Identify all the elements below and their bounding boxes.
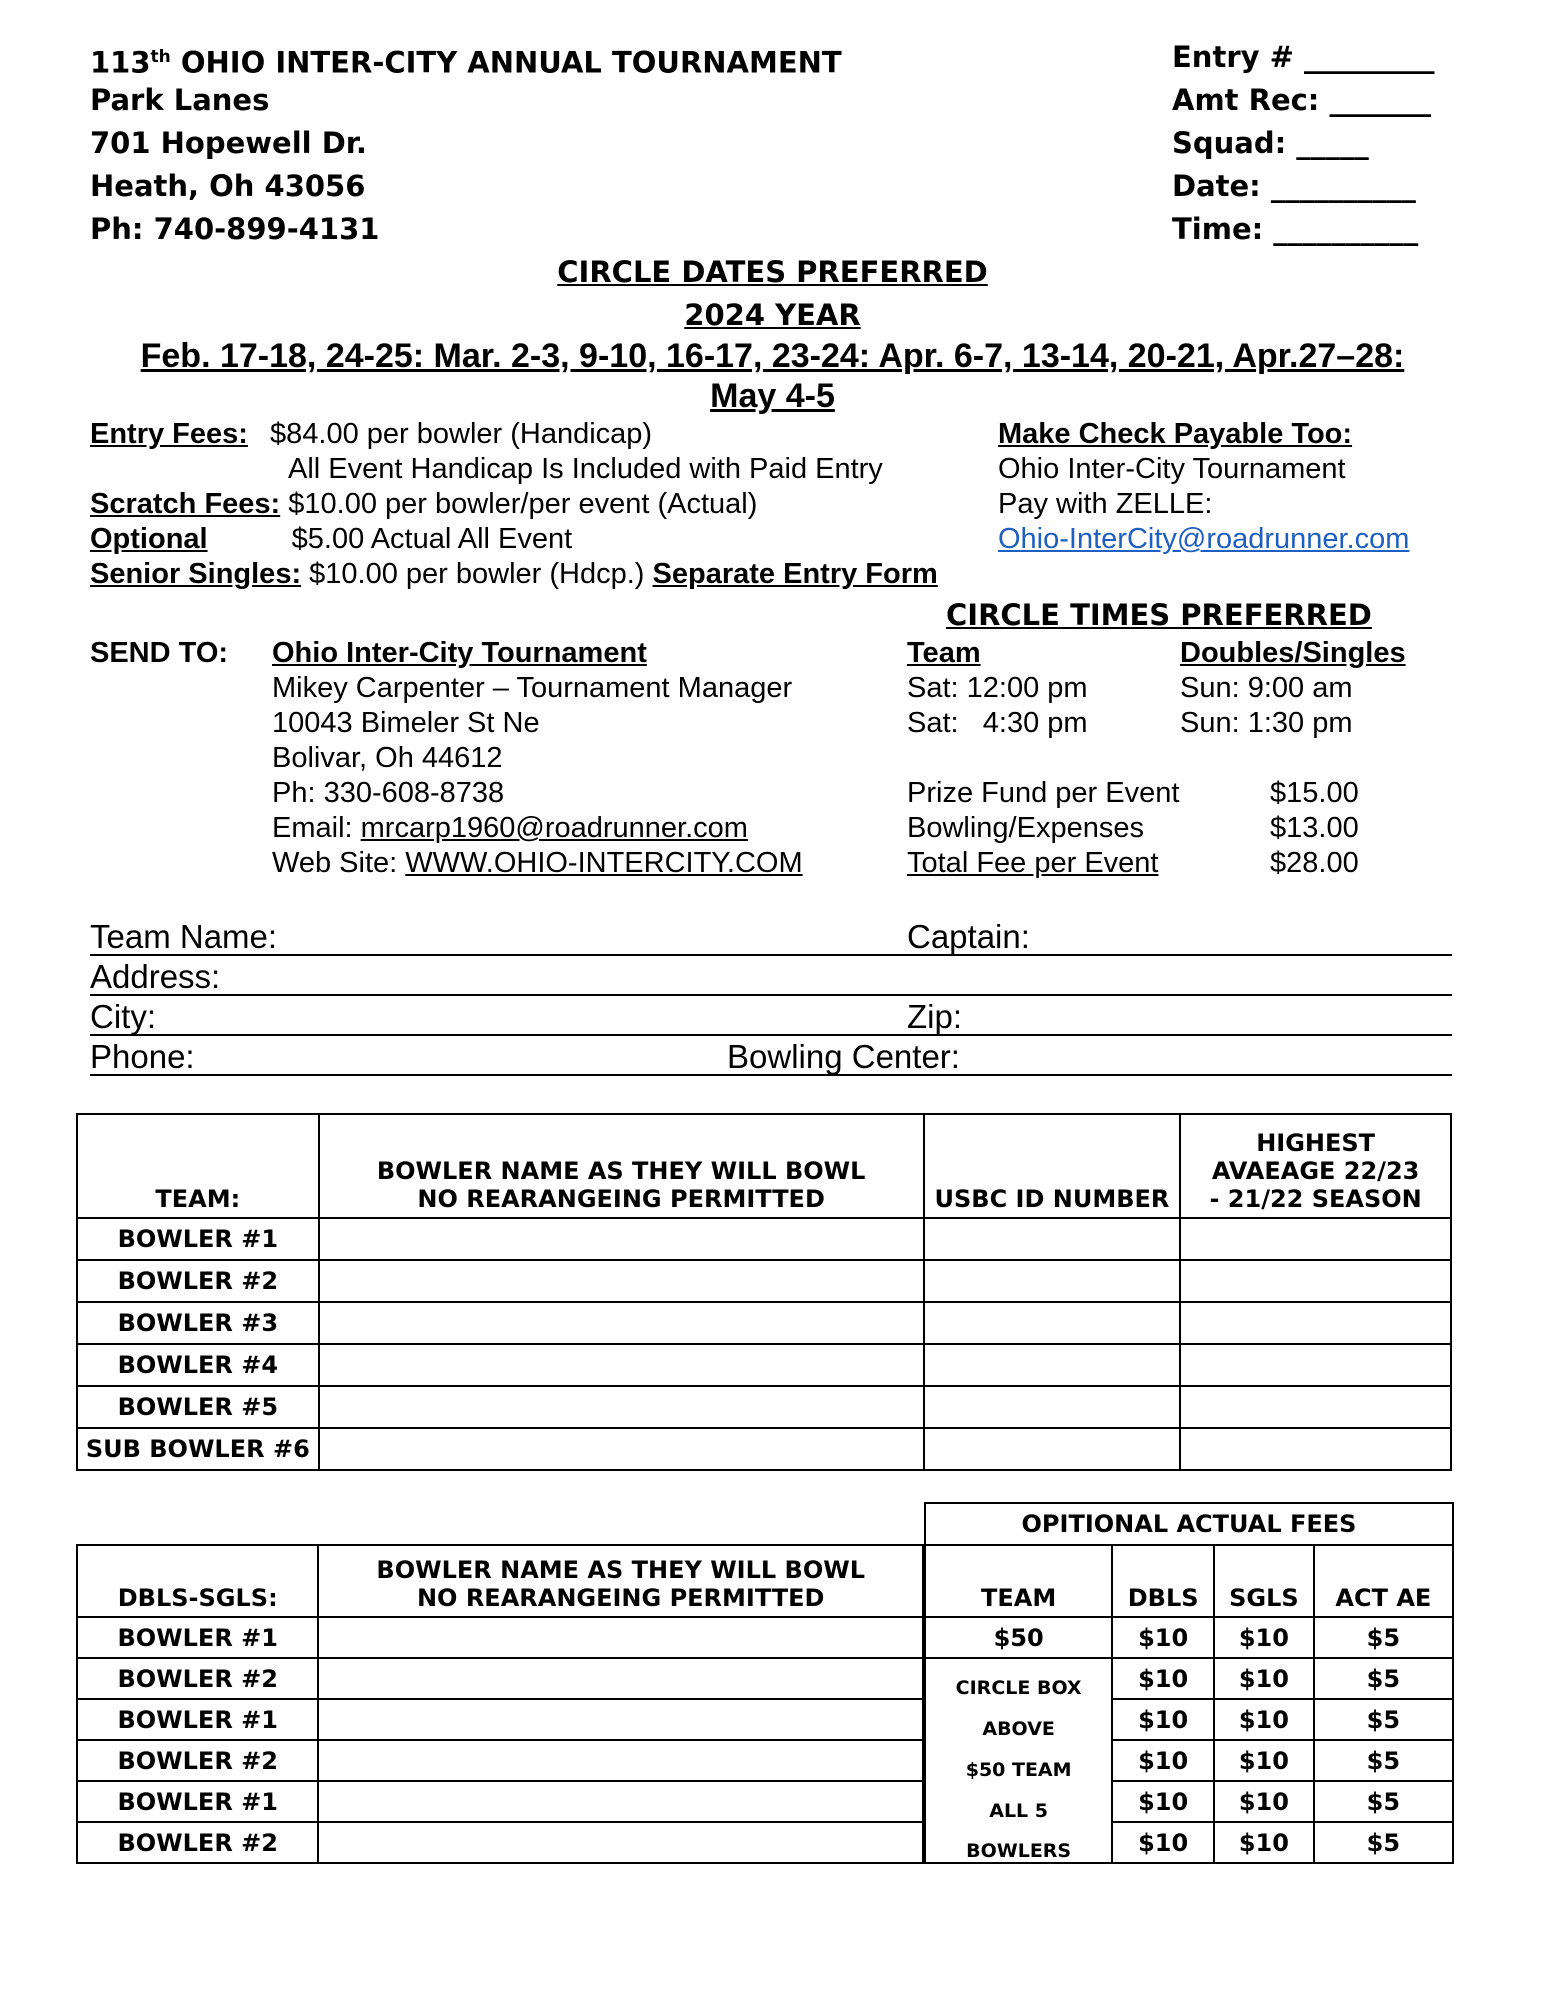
send-email-label: Email: [272, 812, 361, 844]
dates-heading: CIRCLE DATES PREFERRED [557, 255, 988, 289]
actae-fee-cell[interactable]: $5 [1314, 1781, 1453, 1822]
year-heading: 2024 YEAR [684, 298, 861, 332]
table-row [925, 1822, 1453, 1863]
venue-city: Heath, Oh 43056 [90, 169, 366, 203]
entry-fees-note: All Event Handicap Is Included with Paid Entry [288, 453, 883, 485]
scratch-fees [90, 488, 757, 521]
entry-number-field[interactable]: Entry # _________ [1172, 40, 1435, 74]
bowling-center-label: Bowling Center: [727, 1038, 960, 1075]
bowler-name-header: BOWLER NAME AS THEY WILL BOWL NO REARANGEING PERMITTED [319, 1114, 924, 1218]
team-fee-note: ABOVE [925, 1699, 1112, 1740]
row-label: BOWLER #1 [77, 1699, 318, 1740]
table-row [77, 1699, 923, 1740]
zelle-email-link[interactable]: Ohio-InterCity@roadrunner.com [998, 523, 1410, 555]
captain-label: Captain: [907, 918, 1030, 955]
team-times-label: Team [907, 637, 981, 669]
average-cell[interactable] [1180, 1344, 1451, 1386]
team-fee-note: ALL 5 [925, 1781, 1112, 1822]
row-label: SUB BOWLER #6 [77, 1428, 319, 1470]
senior-text: $10.00 per bowler (Hdcp.) [309, 558, 645, 590]
send-website [272, 847, 803, 880]
payee-name: Ohio Inter-City Tournament [998, 453, 1346, 485]
doubles-singles-table [76, 1544, 924, 1864]
ds-time-2[interactable]: Sun: 1:30 pm [1180, 707, 1353, 739]
squad-field[interactable]: Squad: _____ [1172, 126, 1369, 160]
average-cell[interactable] [1180, 1260, 1451, 1302]
row-label: BOWLER #2 [77, 1740, 318, 1781]
row-label: BOWLER #1 [77, 1781, 318, 1822]
send-manager: Mikey Carpenter – Tournament Manager [272, 672, 793, 704]
table-row [77, 1617, 923, 1658]
ds-time-1[interactable]: Sun: 9:00 am [1180, 672, 1353, 704]
dbl-table-header [77, 1545, 923, 1617]
average-cell[interactable] [1180, 1218, 1451, 1260]
bowler-name-cell[interactable] [318, 1699, 923, 1740]
row-label: BOWLER #3 [77, 1302, 319, 1344]
average-cell[interactable] [1180, 1428, 1451, 1470]
table-row [77, 1302, 1451, 1344]
scratch-fees-text: $10.00 per bowler/per event (Actual) [288, 488, 758, 520]
send-org: Ohio Inter-City Tournament [272, 637, 647, 669]
send-city: Bolivar, Oh 44612 [272, 742, 503, 774]
sgls-fee-cell[interactable]: $10 [1214, 1781, 1314, 1822]
bowler-name-cell[interactable] [319, 1218, 924, 1260]
bowler-name-cell[interactable] [319, 1302, 924, 1344]
usbc-id-cell[interactable] [924, 1386, 1181, 1428]
total-fee-label: Total Fee per Event [907, 847, 1159, 879]
dates-line-2: May 4-5 [710, 377, 835, 415]
table-row [925, 1781, 1453, 1822]
send-website-label: Web Site: [272, 847, 406, 879]
address-label: Address: [90, 958, 221, 995]
dates-line-1: Feb. 17-18, 24-25: Mar. 2-3, 9-10, 16-17, 23-24: Apr. 6-7, 13-14, 20-21, Apr.27–28: [140, 337, 1405, 375]
bowling-expenses-label: Bowling/Expenses [907, 812, 1144, 844]
actae-fee-cell[interactable]: $5 [1314, 1617, 1453, 1658]
bowler-name-cell[interactable] [319, 1344, 924, 1386]
date-field[interactable]: Date: __________ [1172, 169, 1416, 203]
table-row [925, 1740, 1453, 1781]
bowler-name-cell[interactable] [318, 1617, 923, 1658]
zip-label: Zip: [907, 998, 963, 1035]
city-label: City: [90, 998, 156, 1035]
time-field[interactable]: Time: __________ [1172, 212, 1419, 246]
city-zip-line[interactable] [90, 1034, 1452, 1036]
senior-singles [90, 558, 938, 591]
bowler-name-cell[interactable] [319, 1386, 924, 1428]
bowler-name-cell[interactable] [319, 1260, 924, 1302]
table-row [77, 1658, 923, 1699]
tournament-title: 113th OHIO INTER-CITY ANNUAL TOURNAMENT [90, 45, 842, 80]
venue-phone: Ph: 740-899-4131 [90, 212, 380, 246]
team-col-header: TEAM: [77, 1114, 319, 1218]
team-fee-note: CIRCLE BOX [925, 1658, 1112, 1699]
bowler-name-cell[interactable] [319, 1428, 924, 1470]
payable-heading: Make Check Payable Too: [998, 418, 1353, 450]
dbl-bowler-name-header: BOWLER NAME AS THEY WILL BOWL NO REARANGEING PERMITTED [318, 1545, 923, 1617]
fees-actae-header: ACT AE [1314, 1545, 1453, 1617]
sgls-fee-cell[interactable]: $10 [1214, 1699, 1314, 1740]
team-bowlers-table [76, 1113, 1452, 1471]
table-row [77, 1822, 923, 1863]
optional-text: $5.00 Actual All Event [291, 523, 573, 555]
table-row [925, 1617, 1453, 1658]
senior-label: Senior Singles: [90, 558, 302, 590]
prize-fund-label: Prize Fund per Event [907, 777, 1180, 809]
fees-sgls-header: SGLS [1214, 1545, 1314, 1617]
separate-entry-form: Separate Entry Form [652, 558, 938, 590]
average-cell[interactable] [1180, 1386, 1451, 1428]
optional-label: Optional [90, 523, 208, 555]
bowler-name-cell[interactable] [318, 1740, 923, 1781]
table-row [77, 1260, 1451, 1302]
actae-fee-cell[interactable]: $5 [1314, 1699, 1453, 1740]
usbc-id-cell[interactable] [924, 1344, 1181, 1386]
highest-average-header: HIGHEST AVAEAGE 22/23 - 21/22 SEASON [1180, 1114, 1451, 1218]
dbls-fee-cell[interactable]: $10 [1112, 1822, 1214, 1863]
row-label: BOWLER #1 [77, 1617, 318, 1658]
total-fee-row [907, 847, 1362, 880]
row-label: BOWLER #1 [77, 1218, 319, 1260]
row-label: BOWLER #2 [77, 1822, 318, 1863]
table-row [925, 1658, 1453, 1699]
dbls-fee-cell[interactable]: $10 [1112, 1740, 1214, 1781]
bowling-expenses-value: $13.00 [1270, 812, 1359, 844]
send-phone: Ph: 330-608-8738 [272, 777, 505, 809]
amount-received-field[interactable]: Amt Rec: _______ [1172, 83, 1432, 117]
usbc-id-cell[interactable] [924, 1302, 1181, 1344]
fees-table-header [925, 1545, 1453, 1617]
row-label: BOWLER #4 [77, 1344, 319, 1386]
table-row [77, 1218, 1451, 1260]
average-cell[interactable] [1180, 1302, 1451, 1344]
row-label: BOWLER #5 [77, 1386, 319, 1428]
sgls-fee-cell[interactable]: $10 [1214, 1617, 1314, 1658]
dbls-fee-cell[interactable]: $10 [1112, 1781, 1214, 1822]
prize-fund-value: $15.00 [1270, 777, 1359, 809]
bowler-name-cell[interactable] [318, 1781, 923, 1822]
entry-fees-text: $84.00 per bowler (Handicap) [270, 418, 653, 450]
row-label: BOWLER #2 [77, 1260, 319, 1302]
phone-center-line[interactable] [90, 1074, 1452, 1076]
usbc-id-header: USBC ID NUMBER [924, 1114, 1181, 1218]
send-to-label: SEND TO: [90, 637, 229, 669]
row-label: BOWLER #2 [77, 1658, 318, 1699]
team-time-1[interactable]: Sat: 12:00 pm [907, 672, 1088, 704]
table-row [77, 1781, 923, 1822]
table-row [925, 1699, 1453, 1740]
scratch-fees-label: Scratch Fees: [90, 488, 281, 520]
bowler-name-cell[interactable] [318, 1658, 923, 1699]
sgls-fee-cell[interactable]: $10 [1214, 1740, 1314, 1781]
sgls-fee-cell[interactable]: $10 [1214, 1658, 1314, 1699]
bowler-name-cell[interactable] [318, 1822, 923, 1863]
send-website-link[interactable]: WWW.OHIO-INTERCITY.COM [405, 847, 803, 879]
phone-label: Phone: [90, 1038, 195, 1075]
team-fee-cell[interactable]: $50 [925, 1617, 1112, 1658]
dbls-fee-cell[interactable]: $10 [1112, 1658, 1214, 1699]
optional-fees-table [924, 1544, 1454, 1864]
send-email [272, 812, 748, 845]
optional-fees [90, 523, 572, 556]
team-captain-line[interactable] [90, 954, 1452, 956]
table-row [77, 1344, 1451, 1386]
usbc-id-cell[interactable] [924, 1218, 1181, 1260]
fees-team-header: TEAM [925, 1545, 1112, 1617]
actae-fee-cell[interactable]: $5 [1314, 1740, 1453, 1781]
venue-street: 701 Hopewell Dr. [90, 126, 367, 160]
actae-fee-cell[interactable]: $5 [1314, 1658, 1453, 1699]
fees-dbls-header: DBLS [1112, 1545, 1214, 1617]
team-name-label: Team Name: [90, 918, 278, 955]
team-table-header [77, 1114, 1451, 1218]
send-email-link[interactable]: mrcarp1960@roadrunner.com [360, 812, 748, 844]
times-heading: CIRCLE TIMES PREFERRED [946, 598, 1372, 632]
table-row [77, 1428, 1451, 1470]
optional-fees-title: OPITIONAL ACTUAL FEES [924, 1502, 1454, 1544]
usbc-id-cell[interactable] [924, 1428, 1181, 1470]
dbls-sgls-header: DBLS-SGLS: [77, 1545, 318, 1617]
doubles-singles-label: Doubles/Singles [1180, 637, 1406, 669]
zelle-label: Pay with ZELLE: [998, 488, 1213, 520]
entry-fees-label: Entry Fees: [90, 418, 248, 450]
team-fee-note: $50 TEAM [925, 1740, 1112, 1781]
table-row [77, 1386, 1451, 1428]
usbc-id-cell[interactable] [924, 1260, 1181, 1302]
entry-fees [90, 418, 652, 451]
sgls-fee-cell[interactable]: $10 [1214, 1822, 1314, 1863]
dbls-fee-cell[interactable]: $10 [1112, 1699, 1214, 1740]
table-row [77, 1740, 923, 1781]
team-fee-note: BOWLERS [925, 1822, 1112, 1863]
team-time-2[interactable]: Sat: 4:30 pm [907, 707, 1088, 739]
address-line[interactable] [90, 994, 1452, 996]
actae-fee-cell[interactable]: $5 [1314, 1822, 1453, 1863]
total-fee-value: $28.00 [1270, 847, 1359, 879]
send-street: 10043 Bimeler St Ne [272, 707, 540, 739]
dbls-fee-cell[interactable]: $10 [1112, 1617, 1214, 1658]
venue-name: Park Lanes [90, 83, 270, 117]
